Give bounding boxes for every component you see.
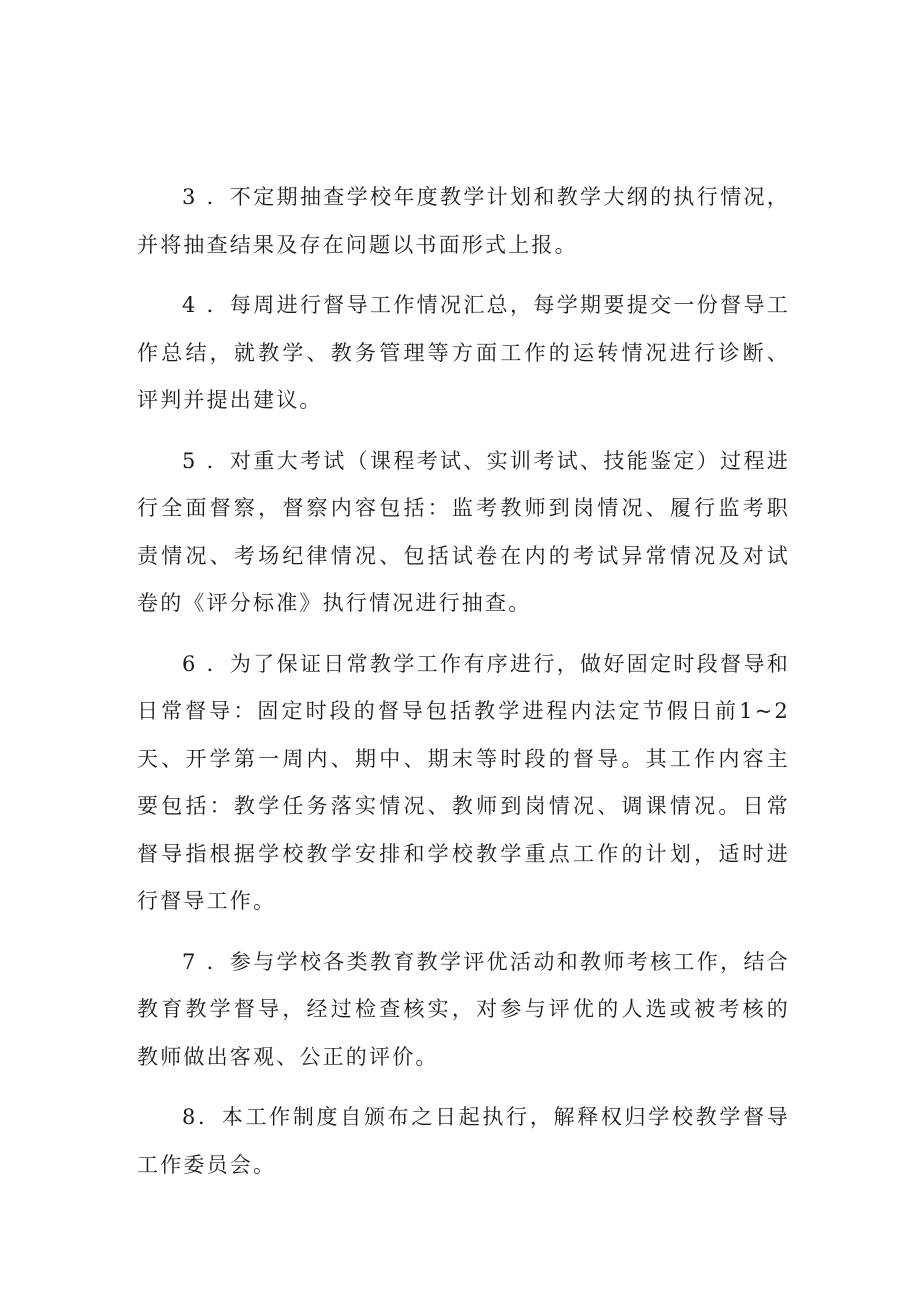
paragraph-item-3: 3 ．不定期抽查学校年度教学计划和教学大纲的执行情况， 并将抽查结果及存在问题以书面形式上报。 [137,185,826,257]
paragraph-item-6: 6 ．为了保证日常教学工作有序进行，做好固定时段督导和 日常督导：固定时段的督导包括教学进程内法定节假日前1~2 天、开学第一周内、期中、期末等时段的督导。其工作内容主 要包括：教学任务落实情况、教师到岗情况、调课情况。日常 督导指根据学校教学安排和学校教学重点工作的计划，适时进 行督导工作。 [137,651,799,913]
paragraph-item-7: 7 ．参与学校各类教育教学评优活动和教师考核工作，结合 教育教学督导，经过检查核实，对参与评优的人选或被考核的 教师做出客观、公正的评价。 [137,949,799,1069]
paragraph-item-4: 4 ．每周进行督导工作情况汇总，每学期要提交一份督导工 作总结，就教学、教务管理等方面工作的运转情况进行诊断、 评判并提出建议。 [137,293,799,412]
paragraph-item-8: 8．本工作制度自颁布之日起执行，解释权归学校教学督导 工作委员会。 [137,1105,808,1177]
paragraph-item-5: 5 ．对重大考试（课程考试、实训考试、技能鉴定）过程进 行全面督察，督察内容包括：监考教师到岗情况、履行监考职 责情况、考场纪律情况、包括试卷在内的考试异常情况及对试 卷的《评分标准》执行情况进行抽查。 [137,448,808,615]
